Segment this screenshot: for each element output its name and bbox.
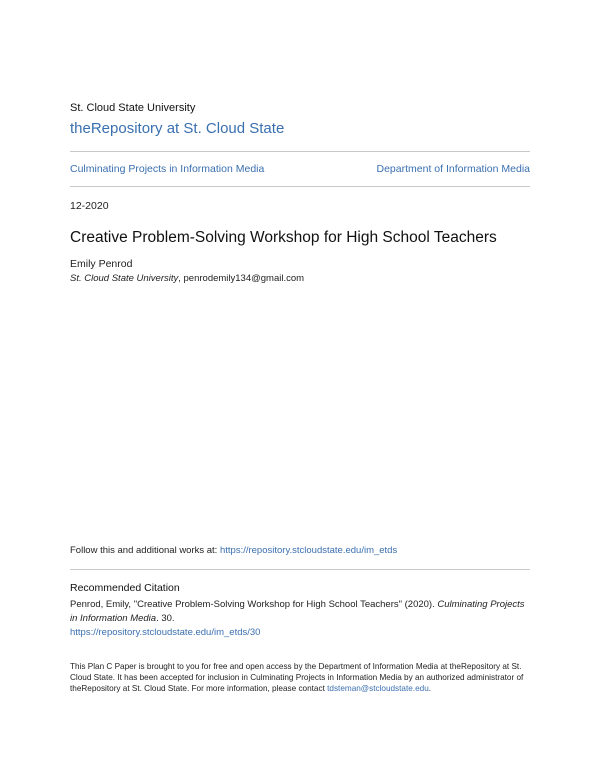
paper-title: Creative Problem-Solving Workshop for High School Teachers bbox=[70, 229, 497, 246]
publication-date: 12-2020 bbox=[70, 200, 109, 212]
follow-link[interactable]: https://repository.stcloudstate.edu/im_etds bbox=[219, 545, 398, 556]
citation-series: Culminating Projects in Information Media bbox=[70, 599, 525, 624]
citation-suffix: . 30. bbox=[156, 613, 175, 624]
divider-citation bbox=[70, 569, 530, 570]
author-email: , penrodemily134@gmail.com bbox=[178, 273, 305, 284]
repository-link[interactable]: theRepository at St. Cloud State bbox=[70, 120, 285, 137]
follow-text: Follow this and additional works at: bbox=[70, 545, 220, 556]
notice-text: This Plan C Paper is brought to you for free and open access by the Department of Information Media at theRepository at St. Cloud State. It has been accepted for inclusion in Culminating Projects in Information Media by an authorized administrator of theRepository at St. Cloud State. For more information, please contact bbox=[70, 662, 524, 694]
citation-text bbox=[70, 598, 530, 640]
follow-line bbox=[70, 545, 397, 556]
university-name: St. Cloud State University bbox=[70, 102, 196, 114]
author-affiliation bbox=[70, 273, 304, 284]
author-name: Emily Penrod bbox=[70, 258, 133, 270]
department-link[interactable]: Department of Information Media bbox=[376, 163, 530, 175]
citation-heading: Recommended Citation bbox=[70, 582, 180, 594]
contact-email-link[interactable]: tdsteman@stcloudstate.edu bbox=[327, 684, 429, 694]
divider-top bbox=[70, 151, 530, 152]
divider-nav bbox=[70, 186, 530, 187]
affiliation-name: St. Cloud State University bbox=[70, 273, 179, 284]
citation-link[interactable]: https://repository.stcloudstate.edu/im_etds/30 bbox=[70, 627, 261, 638]
access-notice bbox=[70, 661, 532, 695]
notice-end: . bbox=[428, 684, 432, 694]
collection-link[interactable]: Culminating Projects in Information Media bbox=[70, 163, 265, 175]
citation-plain: Penrod, Emily, "Creative Problem-Solving Workshop for High School Teachers" (2020). bbox=[70, 599, 438, 610]
